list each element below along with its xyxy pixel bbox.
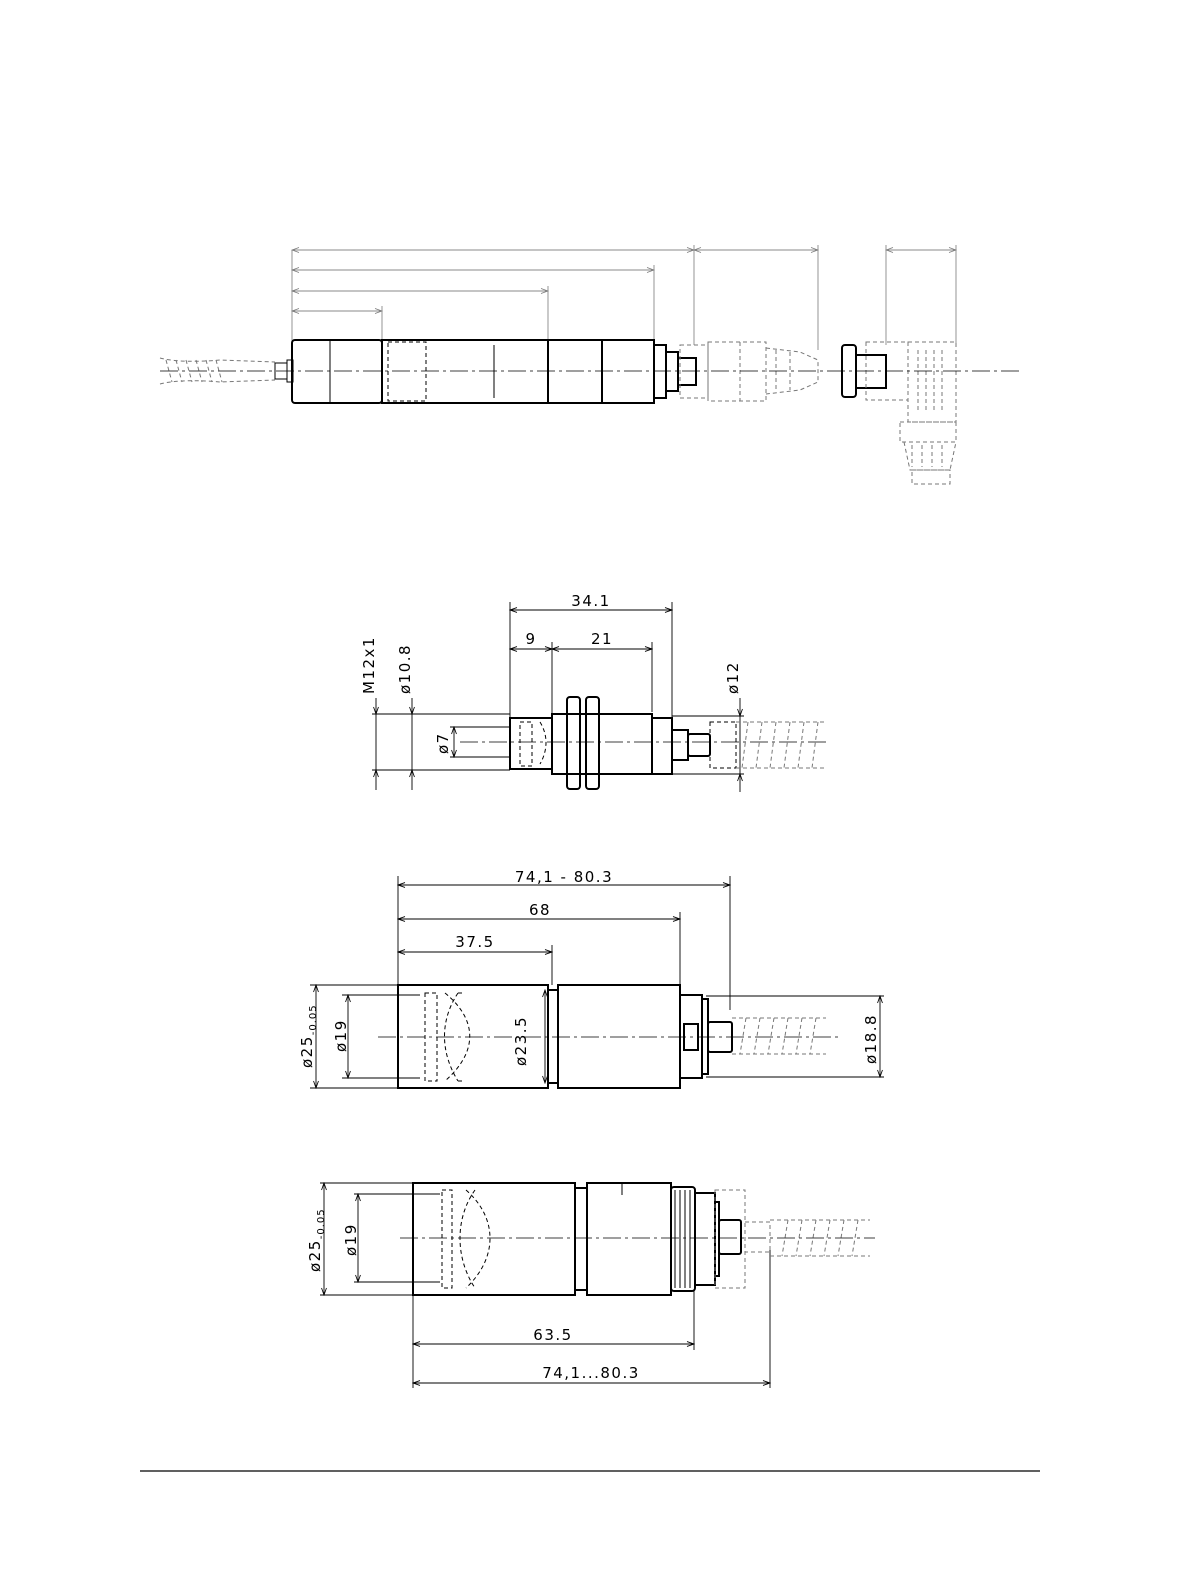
drawing-1-long-sensor: [160, 245, 1022, 484]
dim-lens-diameter: ø19: [342, 1223, 360, 1256]
dim-outer-tolerance: -0.05: [308, 1004, 319, 1036]
dim-inner-diameter: ø7: [434, 732, 452, 754]
dim-body-length: 68: [528, 901, 552, 919]
dim-lens-diameter: ø19: [332, 1019, 350, 1052]
dim-rear-diameter: ø18.8: [862, 1013, 880, 1064]
dim-thread: M12x1: [360, 636, 378, 694]
dim-body-length: 63.5: [533, 1326, 573, 1344]
dim-outer-diameter: ø10.8: [396, 643, 414, 694]
drawing-3-sensor-25: [298, 868, 884, 1088]
dim-outer-diameter-group: [306, 1208, 327, 1272]
dim-front-length: 37.5: [455, 933, 495, 951]
dim-groove-diameter: ø23.5: [512, 1015, 530, 1066]
dim-outer-diameter: ø25: [306, 1239, 324, 1272]
dim-overall-length: 74,1 - 80.3: [514, 868, 614, 886]
dim-cable-diameter: ø12: [724, 661, 742, 694]
drawing-2-m12-sensor: [360, 592, 830, 792]
dim-overall-length: 34.1: [571, 592, 611, 610]
dim-outer-tolerance: -0.05: [316, 1208, 327, 1240]
drawing-4-sensor-25-variant: [306, 1183, 875, 1388]
dim-body-length: 21: [590, 630, 614, 648]
dim-outer-diameter-group: [298, 1004, 319, 1068]
dim-overall-length: 74,1...80.3: [542, 1364, 640, 1382]
dim-front-length: 9: [525, 630, 537, 648]
dim-outer-diameter: ø25: [298, 1035, 316, 1068]
